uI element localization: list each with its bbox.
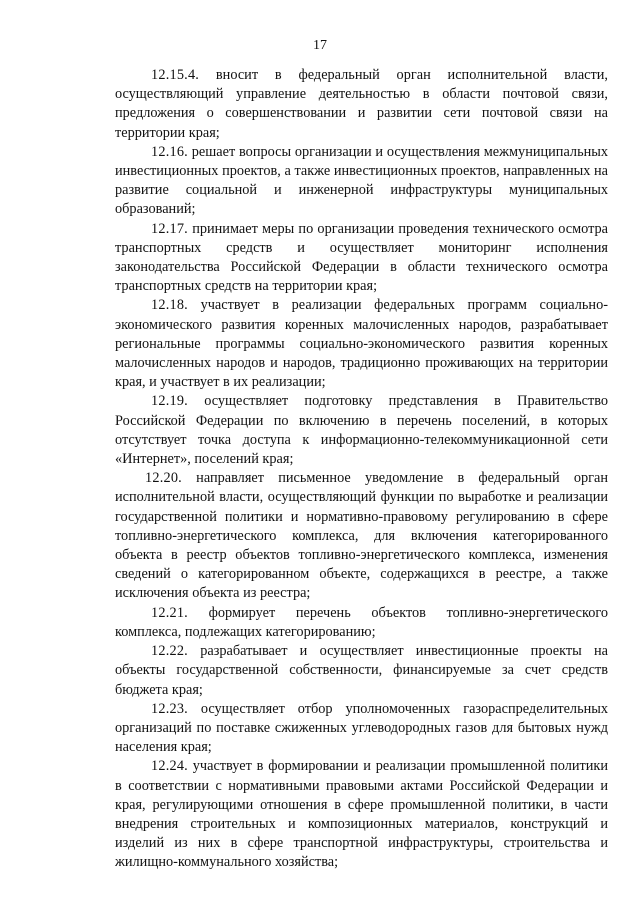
paragraph-number: 12.18. [151, 297, 188, 314]
paragraph-number: 12.22. [151, 643, 188, 660]
paragraph-number: 12.21. [151, 604, 188, 621]
paragraph-12-19 [115, 392, 608, 469]
paragraph-number: 12.17. [151, 220, 188, 237]
paragraph-number: 12.15.4. [151, 67, 200, 83]
paragraph-text: осуществляет подготовку представления в Правительство Российской Федерации по включению в перечень поселений, в которых отсутствует точка доступа к информационно-телекоммуникационной сети «Интернет», поселений края; [115, 393, 609, 468]
paragraph-text: осуществляет отбор уполномоченных газораспределительных организаций по поставке сжиженных углеводородных газов для бытовых нужд населения края; [115, 700, 608, 756]
paragraph-12-15-4 [115, 66, 608, 143]
paragraph-12-24 [115, 757, 608, 872]
paragraph-12-18 [115, 296, 608, 392]
paragraph-text: участвует в реализации федеральных программ социально-экономического развития коренных малочисленных народов, разрабатывает региональные программы социально-экономического развития коренных малочисленных народов и народов, традиционно проживающих на территории края, и участвует в их реализации; [115, 297, 608, 391]
paragraph-12-17 [115, 220, 608, 297]
paragraph-text: направляет письменное уведомление в федеральный орган исполнительной власти, осуществляющий функции по выработке и реализации государственной политики и нормативно-правовому регулированию в сфере топливно-энергетического комплекса, для включения категорированного объекта в реестр объектов топливно-энергетического комплекса, изменения сведений о категорированном объекте, содержащихся в реестре, а также исключения объекта из реестра; [115, 470, 608, 602]
paragraph-12-21 [115, 604, 608, 642]
paragraph-number: 12.16. [151, 143, 188, 160]
paragraph-text: разрабатывает и осуществляет инвестиционные проекты на объекты государственной собственности, финансируемые за счет средств бюджета края; [115, 643, 608, 698]
paragraph-12-20 [115, 469, 608, 603]
document-body [115, 66, 608, 873]
paragraph-text: формирует перечень объектов топливно-энергетического комплекса, подлежащих категорированию; [115, 604, 609, 640]
paragraph-number: 12.19. [151, 393, 188, 410]
paragraph-number: 12.23. [151, 700, 188, 717]
page-number: 17 [313, 38, 327, 53]
paragraph-12-22 [115, 642, 608, 700]
paragraph-12-23 [115, 700, 608, 758]
paragraph-number: 12.24. [151, 758, 188, 775]
paragraph-text: принимает меры по организации проведения технического осмотра транспортных средств и осуществляет мониторинг исполнения законодательства Российской Федерации в области технического осмотра транспортных средств на территории края; [115, 220, 609, 295]
paragraph-text: вносит в федеральный орган исполнительной власти, осуществляющий управление деятельностью в области почтовой связи, предложения о совершенствовании и развитии сети почтовой связи на территории края; [115, 67, 608, 141]
paragraph-text: решает вопросы организации и осуществления межмуниципальных инвестиционных проектов, а также инвестиционных проектов, направленных на развитие социальной и инженерной инфраструктуры муниципальных образований; [115, 143, 608, 218]
paragraph-text: участвует в формировании и реализации промышленной политики в соответствии с нормативными правовыми актами Российской Федерации и края, регулирующими отношения в сфере промышленной политики, в части внедрения строительных и композиционных материалов, конструкций и изделий из них в сфере транспортной инфраструктуры, строительства и жилищно-коммунального хозяйства; [115, 758, 608, 871]
paragraph-12-16 [115, 143, 608, 220]
paragraph-number: 12.20. [145, 470, 182, 487]
